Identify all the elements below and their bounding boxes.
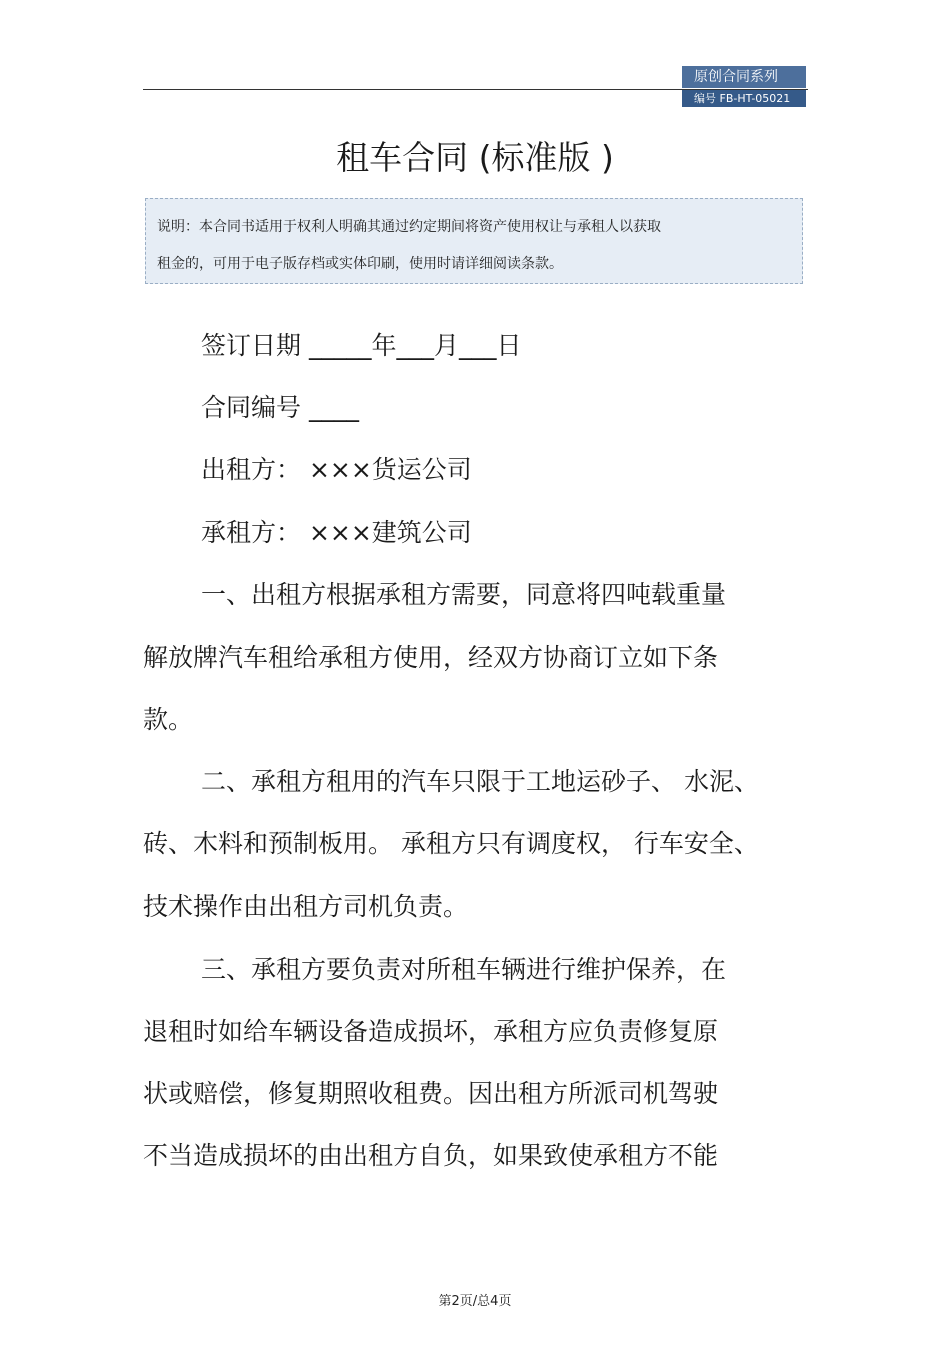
clause-line: 解放牌汽车租给承租方使用，经双方协商订立如下条	[143, 643, 719, 672]
description-box	[145, 198, 803, 284]
description-line: 租金的，可用于电子版存档或实体印刷，使用时请详细阅读条款。	[157, 256, 563, 272]
series-badge	[682, 66, 806, 107]
document-title: 租车合同 (标准版 )	[336, 138, 614, 177]
page-number: 第2页/总4页	[438, 1294, 512, 1309]
clause-line: 砖、木料和预制板用。 承租方只有调度权， 行车安全、	[143, 829, 759, 858]
contract-number-field: 合同编号 ____	[201, 393, 359, 422]
sign-date-field: 签订日期 _____年___月___日	[201, 331, 522, 360]
description-line: 说明：本合同书适用于权利人明确其通过约定期间将资产使用权让与承租人以获取	[157, 219, 661, 235]
series-label: 原创合同系列	[682, 66, 806, 88]
clause-line: 款。	[143, 705, 194, 734]
clause-line: 不当造成损坏的由出租方自负，如果致使承租方不能	[143, 1141, 719, 1170]
clause-line: 退租时如给车辆设备造成损坏，承租方应负责修复原	[143, 1017, 719, 1046]
clause-line: 一、出租方根据承租方需要，同意将四吨载重量	[201, 580, 727, 609]
lessor-field: 出租方： ×××货运公司	[201, 455, 472, 484]
clause-line: 技术操作由出租方司机负责。	[143, 892, 469, 921]
clause-line: 三、承租方要负责对所租车辆进行维护保养，在	[201, 955, 727, 984]
document-code: 编号 FB-HT-05021	[682, 90, 806, 107]
clause-line: 二、承租方租用的汽车只限于工地运砂子、 水泥、	[201, 767, 759, 796]
clause-line: 状或赔偿，修复期照收租费。因出租方所派司机驾驶	[143, 1079, 719, 1108]
lessee-field: 承租方： ×××建筑公司	[201, 518, 472, 547]
